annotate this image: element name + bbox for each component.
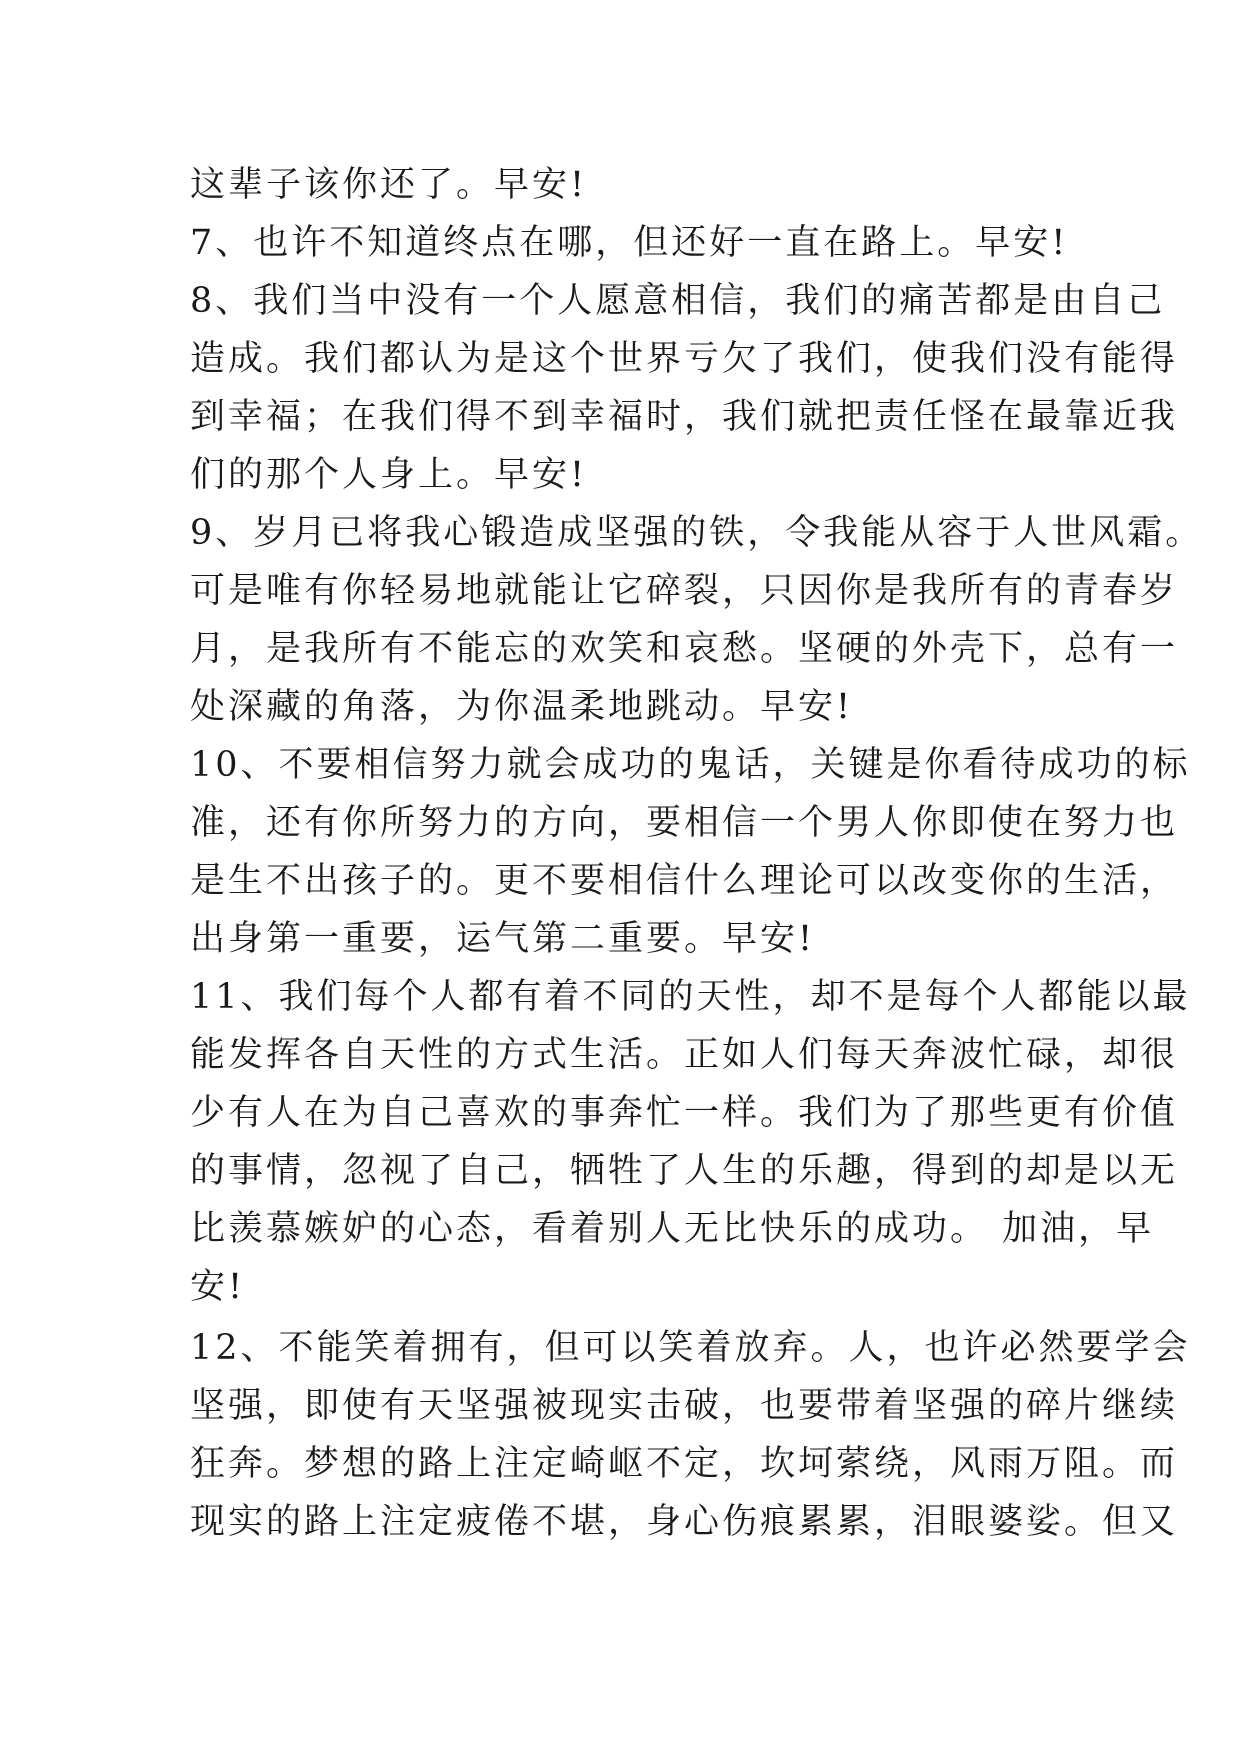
text-line: 12、不能笑着拥有，但可以笑着放弃。人，也许必然要学会 bbox=[190, 1328, 1191, 1368]
text-line: 7、也许不知道终点在哪，但还好一直在路上。早安! bbox=[190, 223, 1069, 263]
body-text bbox=[190, 156, 1204, 1551]
text-line: 这辈子该你还了。早安! bbox=[190, 165, 588, 205]
text-line: 狂奔。梦想的路上注定崎岖不定，坎坷萦绕，风雨万阻。而 bbox=[190, 1444, 1179, 1484]
text-line: 准，还有你所努力的方向，要相信一个男人你即使在努力也 bbox=[190, 803, 1179, 843]
text-line: 现实的路上注定疲倦不堪，身心伤痕累累，泪眼婆娑。但又 bbox=[190, 1502, 1179, 1542]
text-line: 可是唯有你轻易地就能让它碎裂，只因你是我所有的青春岁 bbox=[190, 571, 1179, 611]
text-line: 比羡慕嫉妒的心态，看着别人无比快乐的成功。 加油，早 bbox=[190, 1209, 1155, 1249]
text-line: 坚强，即使有天坚强被现实击破，也要带着坚强的碎片继续 bbox=[190, 1386, 1179, 1426]
text-line: 安! bbox=[190, 1267, 246, 1307]
text-line: 的事情，忽视了自己，牺牲了人生的乐趣，得到的却是以无 bbox=[190, 1151, 1179, 1191]
text-line: 能发挥各自天性的方式生活。正如人们每天奔波忙碌，却很 bbox=[190, 1035, 1179, 1075]
text-line: 处深藏的角落，为你温柔地跳动。早安! bbox=[190, 687, 854, 727]
text-line: 10、不要相信努力就会成功的鬼话，关键是你看待成功的标 bbox=[190, 745, 1191, 785]
text-line: 出身第一重要，运气第二重要。早安! bbox=[190, 919, 816, 959]
text-line: 到幸福；在我们得不到幸福时，我们就把责任怪在最靠近我 bbox=[190, 397, 1179, 437]
text-line: 9、岁月已将我心锻造成坚强的铁，令我能从容于人世风霜。 bbox=[190, 513, 1204, 553]
text-line: 8、我们当中没有一个人愿意相信，我们的痛苦都是由自己 bbox=[190, 281, 1166, 321]
text-line: 造成。我们都认为是这个世界亏欠了我们，使我们没有能得 bbox=[190, 339, 1179, 379]
text-line: 11、我们每个人都有着不同的天性，却不是每个人都能以最 bbox=[190, 977, 1191, 1017]
text-line: 少有人在为自己喜欢的事奔忙一样。我们为了那些更有价值 bbox=[190, 1093, 1179, 1133]
text-line: 们的那个人身上。早安! bbox=[190, 455, 588, 495]
text-line: 是生不出孩子的。更不要相信什么理论可以改变你的生活， bbox=[190, 861, 1179, 901]
text-line: 月，是我所有不能忘的欢笑和哀愁。坚硬的外壳下，总有一 bbox=[190, 629, 1179, 669]
